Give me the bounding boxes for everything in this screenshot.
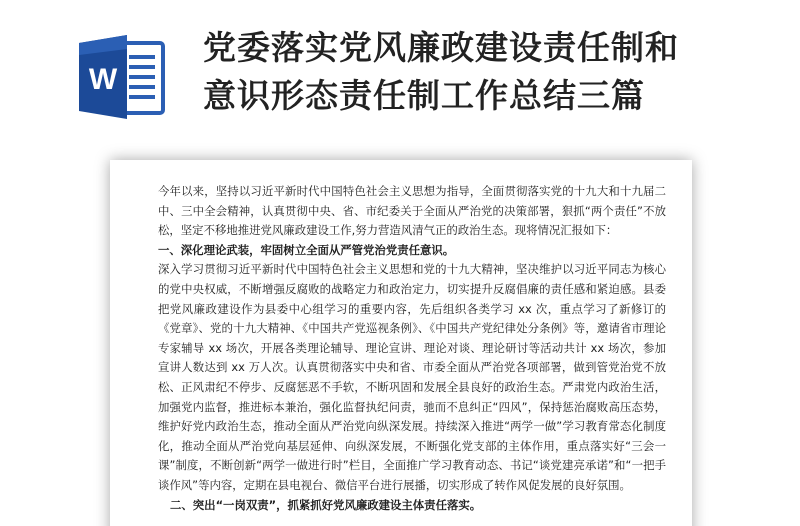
title-line-2: 意识形态责任制工作总结三篇 bbox=[203, 76, 645, 115]
document-body bbox=[158, 182, 666, 515]
word-icon-letter: W bbox=[88, 63, 118, 96]
document-preview bbox=[110, 160, 692, 526]
word-document-icon bbox=[77, 33, 169, 121]
section-heading-2: 二、突出“一岗双责”，抓紧抓好党风廉政建设主体责任落实。 bbox=[170, 497, 482, 512]
title-line-1: 党委落实党风廉政建设责任制和 bbox=[203, 28, 679, 67]
page-title bbox=[203, 24, 783, 120]
document-sheet bbox=[110, 160, 692, 526]
section-heading-1: 一、深化理论武装，牢固树立全面从严管党治党责任意识。 bbox=[158, 242, 455, 257]
intro-paragraph: 今年以来，坚持以习近平新时代中国特色社会主义思想为指导，全面贯彻落实党的十九大和十九届二中、三中全会精神，认真贯彻中央、省、市纪委关于全面从严治党的决策部署，狠抓“两个责任”不放松，坚定不移地推进党风廉政建设工作,努力营造风清气正的政治生态。现将情况汇报如下： bbox=[158, 184, 666, 238]
header bbox=[0, 0, 800, 150]
section-paragraph-1: 深入学习贯彻习近平新时代中国特色社会主义思想和党的十九大精神，坚决维护以习近平同志为核心的党中央权威，不断增强反腐败的战略定力和政治定力，切实提升反腐倡廉的责任感和紧迫感。县委把党风廉政建设作为县委中心组学习的重要内容，先后组织各类学习 xx 次，重点学习了新修订的《党章》、党的十九大精神、《中国共产党巡视条例》、《中国共产党纪律处分条例》等，邀请省市理论专家辅导 xx 场次，开展各类理论辅导、理论宣讲、理论对谈、理论研讨等活动共计 xx 场次，参加宣讲人数达到 xx 万人次。认真贯彻落实中央和省、市委全面从严治党各项部署，做到管党治党不放松、正风肃纪不停步、反腐惩恶不手软，不断巩固和发展全县良好的政治生态。严肃党内政治生活，加强党内监督，推进标本兼治，强化监督执纪问责，驰而不息纠正“四风”，保持惩治腐败高压态势，维护好党内政治生态，推动全面从严治党向纵深发展。持续深入推进“两学一做”学习教育常态化制度化，推动全面从严治党向基层延伸、向纵深发展，不断强化党支部的主体作用，重点落实好“三会一课”制度，不断创新“两学一做进行时”栏目，全面推广学习教育动态、书记“谈党建亮承诺”和“一把手谈作风”等内容，定期在县电视台、微信平台进行展播，切实形成了转作风促发展的良好氛围。 bbox=[158, 262, 666, 492]
